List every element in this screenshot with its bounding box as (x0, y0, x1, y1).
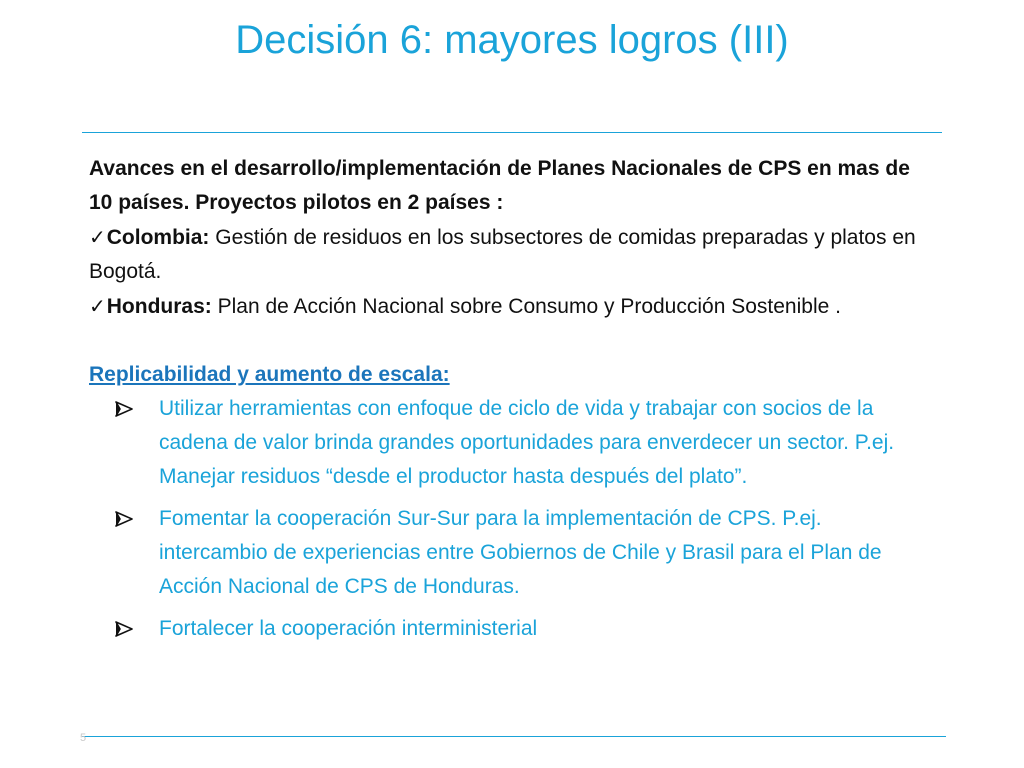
check-item-text: Gestión de residuos en los subsectores de comidas preparadas y platos en Bogotá. (89, 226, 916, 283)
footer-divider (82, 736, 946, 737)
check-item-colombia (89, 220, 929, 289)
arrow-bullet-icon (115, 502, 137, 536)
check-item-text: Plan de Acción Nacional sobre Consumo y Producción Sostenible . (211, 295, 841, 318)
intro-paragraph: Avances en el desarrollo/implementación de Planes Nacionales de CPS en mas de 10 países. Proyectos pilotos en 2 países : (89, 157, 910, 214)
replicability-list (89, 392, 929, 646)
check-item-honduras (89, 289, 929, 324)
page-number: 5 (80, 732, 87, 744)
slide-title: Decisión 6: mayores logros (III) (235, 18, 789, 62)
list-item-text: Fomentar la cooperación Sur-Sur para la implementación de CPS. P.ej. intercambio de experiencias entre Gobiernos de Chile y Brasil para el Plan de Acción Nacional de CPS de Honduras. (159, 507, 882, 598)
arrow-bullet-icon (115, 612, 137, 646)
arrow-bullet-icon (115, 392, 137, 426)
country-label: Colombia: (106, 226, 210, 249)
country-label: Honduras: (106, 295, 212, 318)
check-icon: ✓ (89, 294, 106, 318)
slide-body (89, 152, 929, 654)
check-icon: ✓ (89, 225, 106, 249)
list-item-text: Fortalecer la cooperación interministerial (159, 617, 538, 640)
title-divider (82, 132, 942, 133)
replicability-heading: Replicabilidad y aumento de escala: (89, 363, 450, 386)
list-item (89, 612, 929, 646)
list-item (89, 392, 929, 494)
list-item-text: Utilizar herramientas con enfoque de ciclo de vida y trabajar con socios de la cadena de valor brinda grandes oportunidades para enverdecer un sector. P.ej. Manejar residuos “desde el productor hasta después del plato”. (159, 397, 895, 488)
list-item (89, 502, 929, 604)
spacer (89, 324, 929, 358)
